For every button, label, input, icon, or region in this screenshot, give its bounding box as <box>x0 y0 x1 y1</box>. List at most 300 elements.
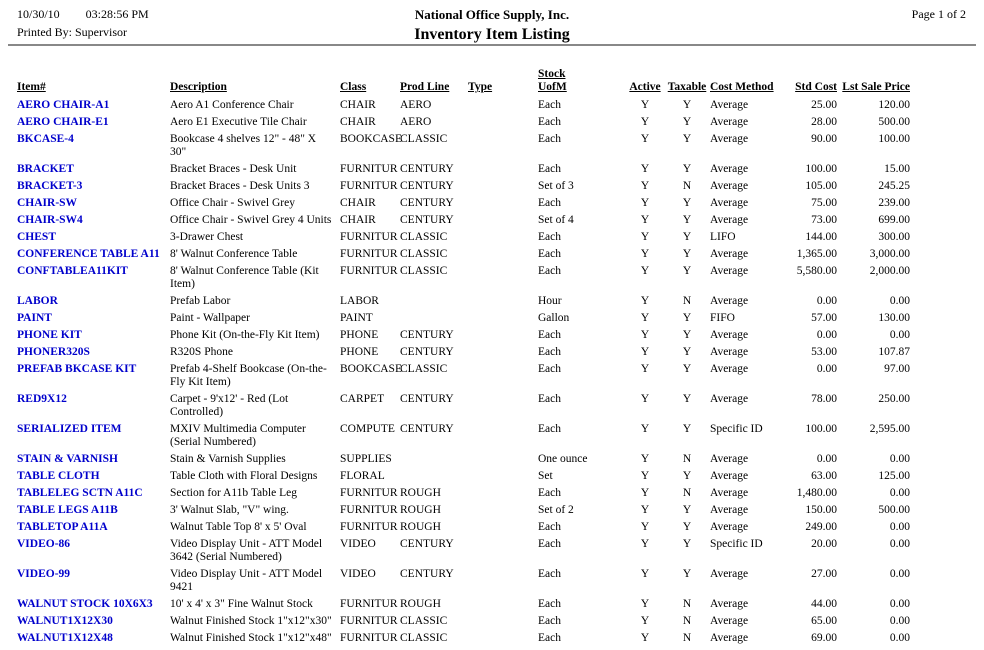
item-number-link[interactable]: TABLETOP A11A <box>17 521 108 533</box>
description-cell: R320S Phone <box>170 346 233 358</box>
type-cell <box>468 630 538 647</box>
type-cell <box>468 229 538 246</box>
item-number-link[interactable]: RED9X12 <box>17 393 67 405</box>
item-number-link[interactable]: STAIN & VARNISH <box>17 453 118 465</box>
stdcost-cell: 0.00 <box>816 295 837 307</box>
lstsaleprice-cell: 300.00 <box>878 231 910 243</box>
item-number-link[interactable]: VIDEO-86 <box>17 538 71 550</box>
col-header-item: Item# <box>17 81 46 93</box>
taxable-flag-cell: Y <box>682 363 692 375</box>
prodline-cell: CENTURY <box>400 538 454 550</box>
active-flag-cell: Y <box>640 453 650 465</box>
active-flag-cell: Y <box>640 487 650 499</box>
lstsaleprice-cell: 100.00 <box>878 133 910 145</box>
table-row <box>17 613 910 630</box>
description-cell: Bookcase 4 shelves 12" - 48" X 30" <box>170 133 317 158</box>
stdcost-cell: 249.00 <box>805 521 837 533</box>
description-cell: Aero A1 Conference Chair <box>170 99 294 111</box>
item-number-link[interactable]: VIDEO-99 <box>17 568 71 580</box>
stock-uofm-cell: Set of 3 <box>538 180 574 192</box>
class-cell: FURNITUR <box>340 598 398 610</box>
prodline-cell: CLASSIC <box>400 363 448 375</box>
stock-uofm-cell: Each <box>538 632 561 644</box>
class-cell: CARPET <box>340 393 385 405</box>
item-number-link[interactable]: CONFTABLEA11KIT <box>17 265 128 277</box>
lstsaleprice-cell: 97.00 <box>884 363 910 375</box>
active-flag-cell: Y <box>640 470 650 482</box>
active-flag-cell: Y <box>640 214 650 226</box>
stock-uofm-cell: Each <box>538 393 561 405</box>
active-flag-cell: Y <box>640 99 650 111</box>
stdcost-cell: 100.00 <box>805 163 837 175</box>
type-cell <box>468 293 538 310</box>
active-flag-cell: Y <box>640 538 650 550</box>
type-cell <box>468 327 538 344</box>
taxable-flag-cell: Y <box>682 470 692 482</box>
costmethod-cell: Average <box>710 568 749 580</box>
taxable-flag-cell: Y <box>682 248 692 260</box>
type-cell <box>468 519 538 536</box>
costmethod-cell: FIFO <box>710 312 735 324</box>
type-cell <box>468 468 538 485</box>
taxable-flag-cell: N <box>682 598 692 610</box>
costmethod-cell: Average <box>710 265 749 277</box>
taxable-flag-cell: Y <box>682 568 692 580</box>
costmethod-cell: Average <box>710 470 749 482</box>
costmethod-cell: Average <box>710 598 749 610</box>
class-cell: PHONE <box>340 346 379 358</box>
class-cell: FURNITUR <box>340 180 398 192</box>
table-row <box>17 361 910 391</box>
class-cell: CHAIR <box>340 99 376 111</box>
stdcost-cell: 105.00 <box>805 180 837 192</box>
prodline-cell <box>400 293 468 310</box>
printed-by-label: Printed By: Supervisor <box>17 25 127 39</box>
stock-uofm-cell: Each <box>538 133 561 145</box>
col-header-description: Description <box>170 81 227 93</box>
type-cell <box>468 114 538 131</box>
stdcost-cell: 75.00 <box>811 197 837 209</box>
table-row <box>17 131 910 161</box>
prodline-cell: CENTURY <box>400 393 454 405</box>
costmethod-cell: Average <box>710 615 749 627</box>
description-cell: Prefab 4-Shelf Bookcase (On-the-Fly Kit Item) <box>170 363 327 388</box>
inventory-table <box>17 68 910 647</box>
stock-uofm-cell: Each <box>538 423 561 435</box>
description-cell: Office Chair - Swivel Grey <box>170 197 295 209</box>
description-cell: 8' Walnut Conference Table <box>170 248 298 260</box>
table-row <box>17 246 910 263</box>
prodline-cell: ROUGH <box>400 487 441 499</box>
costmethod-cell: Average <box>710 197 749 209</box>
type-cell <box>468 485 538 502</box>
table-row <box>17 212 910 229</box>
taxable-flag-cell: Y <box>682 504 692 516</box>
active-flag-cell: Y <box>640 133 650 145</box>
type-cell <box>468 566 538 596</box>
active-flag-cell: Y <box>640 346 650 358</box>
active-flag-cell: Y <box>640 295 650 307</box>
item-number-link[interactable]: PREFAB BKCASE KIT <box>17 363 137 375</box>
description-cell: 3-Drawer Chest <box>170 231 244 243</box>
taxable-flag-cell: Y <box>682 346 692 358</box>
table-row <box>17 391 910 421</box>
stock-uofm-cell: Each <box>538 116 561 128</box>
active-flag-cell: Y <box>640 265 650 277</box>
stock-uofm-cell: Each <box>538 231 561 243</box>
stock-uofm-cell: Each <box>538 487 561 499</box>
prodline-cell: CLASSIC <box>400 248 448 260</box>
col-header-prodline: Prod Line <box>400 81 450 93</box>
item-number-link[interactable]: TABLE CLOTH <box>17 470 100 482</box>
class-cell: LABOR <box>340 295 379 307</box>
item-number-link[interactable]: TABLELEG SCTN A11C <box>17 487 143 499</box>
item-number-link[interactable]: PHONE KIT <box>17 329 82 341</box>
type-cell <box>468 613 538 630</box>
table-row <box>17 468 910 485</box>
prodline-cell <box>400 310 468 327</box>
active-flag-cell: Y <box>640 598 650 610</box>
table-row <box>17 421 910 451</box>
taxable-flag-cell: Y <box>682 163 692 175</box>
stdcost-cell: 78.00 <box>811 393 837 405</box>
prodline-cell: CENTURY <box>400 197 454 209</box>
stock-uofm-cell: Gallon <box>538 312 570 324</box>
stdcost-cell: 63.00 <box>811 470 837 482</box>
lstsaleprice-cell: 0.00 <box>889 521 910 533</box>
stdcost-cell: 1,480.00 <box>796 487 837 499</box>
lstsaleprice-cell: 0.00 <box>889 615 910 627</box>
lstsaleprice-cell: 699.00 <box>878 214 910 226</box>
active-flag-cell: Y <box>640 248 650 260</box>
item-number-link[interactable]: CHAIR-SW <box>17 197 78 209</box>
table-row <box>17 97 910 114</box>
col-header-type: Type <box>468 81 493 93</box>
prodline-cell: CLASSIC <box>400 632 448 644</box>
stdcost-cell: 0.00 <box>816 453 837 465</box>
lstsaleprice-cell: 500.00 <box>878 116 910 128</box>
stdcost-cell: 73.00 <box>811 214 837 226</box>
description-cell: Phone Kit (On-the-Fly Kit Item) <box>170 329 320 341</box>
lstsaleprice-cell: 500.00 <box>878 504 910 516</box>
lstsaleprice-cell: 239.00 <box>878 197 910 209</box>
stock-uofm-cell: Each <box>538 329 561 341</box>
table-row <box>17 596 910 613</box>
active-flag-cell: Y <box>640 163 650 175</box>
stdcost-cell: 65.00 <box>811 615 837 627</box>
inventory-table-body <box>17 97 910 647</box>
description-cell: 10' x 4' x 3" Fine Walnut Stock <box>170 598 313 610</box>
stock-uofm-cell: Each <box>538 99 561 111</box>
description-cell: Office Chair - Swivel Grey 4 Units <box>170 214 332 226</box>
description-cell: Walnut Table Top 8' x 5' Oval <box>170 521 307 533</box>
table-row <box>17 344 910 361</box>
description-cell: Video Display Unit - ATT Model 3642 (Serial Numbered) <box>170 538 323 563</box>
lstsaleprice-cell: 107.87 <box>878 346 910 358</box>
lstsaleprice-cell: 2,595.00 <box>869 423 910 435</box>
prodline-cell: CENTURY <box>400 180 454 192</box>
prodline-cell: ROUGH <box>400 504 441 516</box>
prodline-cell: CLASSIC <box>400 133 448 145</box>
costmethod-cell: Average <box>710 180 749 192</box>
item-number-link[interactable]: BKCASE-4 <box>17 133 74 145</box>
stock-uofm-cell: Each <box>538 598 561 610</box>
costmethod-cell: Average <box>710 393 749 405</box>
class-cell: FURNITUR <box>340 248 398 260</box>
lstsaleprice-cell: 250.00 <box>878 393 910 405</box>
item-number-link[interactable]: LABOR <box>17 295 58 307</box>
costmethod-cell: Average <box>710 632 749 644</box>
class-cell: FURNITUR <box>340 504 398 516</box>
prodline-cell: CLASSIC <box>400 231 448 243</box>
class-cell: CHAIR <box>340 214 376 226</box>
prodline-cell: ROUGH <box>400 598 441 610</box>
type-cell <box>468 451 538 468</box>
taxable-flag-cell: Y <box>682 423 692 435</box>
class-cell: FURNITUR <box>340 163 398 175</box>
table-row <box>17 310 910 327</box>
item-number-link[interactable]: PAINT <box>17 312 52 324</box>
active-flag-cell: Y <box>640 521 650 533</box>
costmethod-cell: Specific ID <box>710 538 763 550</box>
active-flag-cell: Y <box>640 363 650 375</box>
inventory-table-header <box>17 68 910 97</box>
table-row <box>17 114 910 131</box>
class-cell: BOOKCASE <box>340 133 402 145</box>
table-row <box>17 161 910 178</box>
prodline-cell: CLASSIC <box>400 265 448 277</box>
type-cell <box>468 212 538 229</box>
item-number-link[interactable]: AERO CHAIR-E1 <box>17 116 109 128</box>
stock-uofm-cell: Set of 2 <box>538 504 574 516</box>
taxable-flag-cell: Y <box>682 197 692 209</box>
description-cell: Paint - Wallpaper <box>170 312 250 324</box>
type-cell <box>468 131 538 161</box>
active-flag-cell: Y <box>640 632 650 644</box>
print-date: 10/30/10 <box>17 7 60 21</box>
class-cell: FURNITUR <box>340 521 398 533</box>
active-flag-cell: Y <box>640 329 650 341</box>
stdcost-cell: 28.00 <box>811 116 837 128</box>
type-cell <box>468 178 538 195</box>
type-cell <box>468 246 538 263</box>
stdcost-cell: 0.00 <box>816 363 837 375</box>
class-cell: FURNITUR <box>340 615 398 627</box>
table-row <box>17 263 910 293</box>
prodline-cell: CENTURY <box>400 346 454 358</box>
table-row <box>17 502 910 519</box>
stdcost-cell: 53.00 <box>811 346 837 358</box>
stock-uofm-cell: Each <box>538 615 561 627</box>
type-cell <box>468 596 538 613</box>
prodline-cell: ROUGH <box>400 521 441 533</box>
prodline-cell: CENTURY <box>400 568 454 580</box>
class-cell: BOOKCASE <box>340 363 402 375</box>
type-cell <box>468 263 538 293</box>
item-number-link[interactable]: WALNUT1X12X48 <box>17 632 113 644</box>
class-cell: FURNITUR <box>340 231 398 243</box>
item-number-link[interactable]: BRACKET-3 <box>17 180 83 192</box>
costmethod-cell: Average <box>710 295 749 307</box>
active-flag-cell: Y <box>640 197 650 209</box>
page-number: Page 1 of 2 <box>911 7 966 21</box>
prodline-cell: CENTURY <box>400 214 454 226</box>
stock-uofm-cell: Set <box>538 470 553 482</box>
lstsaleprice-cell: 0.00 <box>889 329 910 341</box>
type-cell <box>468 195 538 212</box>
stdcost-cell: 44.00 <box>811 598 837 610</box>
class-cell: CHAIR <box>340 197 376 209</box>
active-flag-cell: Y <box>640 615 650 627</box>
company-name: National Office Supply, Inc. <box>414 7 570 22</box>
col-header-taxable: Taxable <box>667 81 707 93</box>
table-row <box>17 229 910 246</box>
prodline-cell: CENTURY <box>400 329 454 341</box>
item-number-link[interactable]: BRACKET <box>17 163 74 175</box>
stdcost-cell: 27.00 <box>811 568 837 580</box>
class-cell: PAINT <box>340 312 373 324</box>
table-row <box>17 485 910 502</box>
taxable-flag-cell: Y <box>682 521 692 533</box>
class-cell: SUPPLIES <box>340 453 392 465</box>
stock-uofm-cell: Each <box>538 568 561 580</box>
table-row <box>17 451 910 468</box>
costmethod-cell: Average <box>710 504 749 516</box>
stdcost-cell: 0.00 <box>816 329 837 341</box>
class-cell: PHONE <box>340 329 379 341</box>
lstsaleprice-cell: 0.00 <box>889 632 910 644</box>
active-flag-cell: Y <box>640 393 650 405</box>
taxable-flag-cell: N <box>682 453 692 465</box>
description-cell: Video Display Unit - ATT Model 9421 <box>170 568 323 593</box>
type-cell <box>468 310 538 327</box>
stdcost-cell: 150.00 <box>805 504 837 516</box>
item-number-link[interactable]: TABLE LEGS A11B <box>17 504 118 516</box>
taxable-flag-cell: Y <box>682 214 692 226</box>
table-row <box>17 293 910 310</box>
type-cell <box>468 97 538 114</box>
taxable-flag-cell: Y <box>682 329 692 341</box>
lstsaleprice-cell: 0.00 <box>889 453 910 465</box>
description-cell: Stain & Varnish Supplies <box>170 453 286 465</box>
report-header <box>0 0 984 46</box>
item-number-link[interactable]: CHEST <box>17 231 56 243</box>
item-number-link[interactable]: WALNUT STOCK 10X6X3 <box>17 598 153 610</box>
table-row <box>17 630 910 647</box>
prodline-cell: AERO <box>400 99 432 111</box>
header-divider-rule <box>8 44 976 46</box>
prodline-cell <box>400 468 468 485</box>
taxable-flag-cell: Y <box>682 231 692 243</box>
taxable-flag-cell: N <box>682 180 692 192</box>
col-header-stdcost: Std Cost <box>795 81 837 93</box>
description-cell: Prefab Labor <box>170 295 231 307</box>
stock-uofm-cell: Set of 4 <box>538 214 574 226</box>
taxable-flag-cell: N <box>682 632 692 644</box>
description-cell: 3' Walnut Slab, "V" wing. <box>170 504 289 516</box>
stdcost-cell: 90.00 <box>811 133 837 145</box>
active-flag-cell: Y <box>640 504 650 516</box>
lstsaleprice-cell: 15.00 <box>884 163 910 175</box>
type-cell <box>468 344 538 361</box>
stdcost-cell: 25.00 <box>811 99 837 111</box>
item-number-link[interactable]: AERO CHAIR-A1 <box>17 99 110 111</box>
table-row <box>17 519 910 536</box>
active-flag-cell: Y <box>640 231 650 243</box>
stdcost-cell: 57.00 <box>811 312 837 324</box>
report-title: Inventory Item Listing <box>414 26 570 43</box>
item-number-link[interactable]: SERIALIZED ITEM <box>17 423 122 435</box>
class-cell: FURNITUR <box>340 487 398 499</box>
description-cell: Aero E1 Executive Tile Chair <box>170 116 307 128</box>
costmethod-cell: Average <box>710 521 749 533</box>
description-cell: MXIV Multimedia Computer (Serial Numbered) <box>170 423 306 448</box>
costmethod-cell: Average <box>710 363 749 375</box>
lstsaleprice-cell: 125.00 <box>878 470 910 482</box>
item-number-link[interactable]: WALNUT1X12X30 <box>17 615 113 627</box>
prodline-cell: CLASSIC <box>400 615 448 627</box>
description-cell: Walnut Finished Stock 1"x12"x48" <box>170 632 332 644</box>
lstsaleprice-cell: 0.00 <box>889 295 910 307</box>
active-flag-cell: Y <box>640 568 650 580</box>
stock-uofm-cell: Each <box>538 265 561 277</box>
costmethod-cell: Average <box>710 346 749 358</box>
taxable-flag-cell: Y <box>682 116 692 128</box>
prodline-cell: CENTURY <box>400 163 454 175</box>
costmethod-cell: LIFO <box>710 231 736 243</box>
table-row <box>17 195 910 212</box>
stdcost-cell: 1,365.00 <box>796 248 837 260</box>
lstsaleprice-cell: 0.00 <box>889 568 910 580</box>
class-cell: FURNITUR <box>340 632 398 644</box>
prodline-cell <box>400 451 468 468</box>
type-cell <box>468 161 538 178</box>
costmethod-cell: Average <box>710 329 749 341</box>
taxable-flag-cell: N <box>682 295 692 307</box>
item-number-link[interactable]: CHAIR-SW4 <box>17 214 83 226</box>
costmethod-cell: Average <box>710 248 749 260</box>
active-flag-cell: Y <box>640 312 650 324</box>
lstsaleprice-cell: 120.00 <box>878 99 910 111</box>
lstsaleprice-cell: 0.00 <box>889 538 910 550</box>
stdcost-cell: 144.00 <box>805 231 837 243</box>
type-cell <box>468 536 538 566</box>
lstsaleprice-cell: 245.25 <box>878 180 910 192</box>
stock-uofm-cell: Each <box>538 363 561 375</box>
table-row <box>17 178 910 195</box>
description-cell: Table Cloth with Floral Designs <box>170 470 318 482</box>
col-header-class: Class <box>340 81 367 93</box>
class-cell: COMPUTE <box>340 423 395 435</box>
costmethod-cell: Average <box>710 99 749 111</box>
item-number-link[interactable]: PHONER320S <box>17 346 90 358</box>
costmethod-cell: Average <box>710 453 749 465</box>
lstsaleprice-cell: 0.00 <box>889 487 910 499</box>
table-row <box>17 566 910 596</box>
taxable-flag-cell: Y <box>682 393 692 405</box>
taxable-flag-cell: Y <box>682 99 692 111</box>
type-cell <box>468 502 538 519</box>
item-number-link[interactable]: CONFERENCE TABLE A11 <box>17 248 160 260</box>
table-row <box>17 536 910 566</box>
description-cell: Bracket Braces - Desk Unit <box>170 163 297 175</box>
prodline-cell: CENTURY <box>400 423 454 435</box>
stdcost-cell: 5,580.00 <box>796 265 837 277</box>
class-cell: VIDEO <box>340 568 376 580</box>
taxable-flag-cell: Y <box>682 265 692 277</box>
active-flag-cell: Y <box>640 180 650 192</box>
type-cell <box>468 421 538 451</box>
